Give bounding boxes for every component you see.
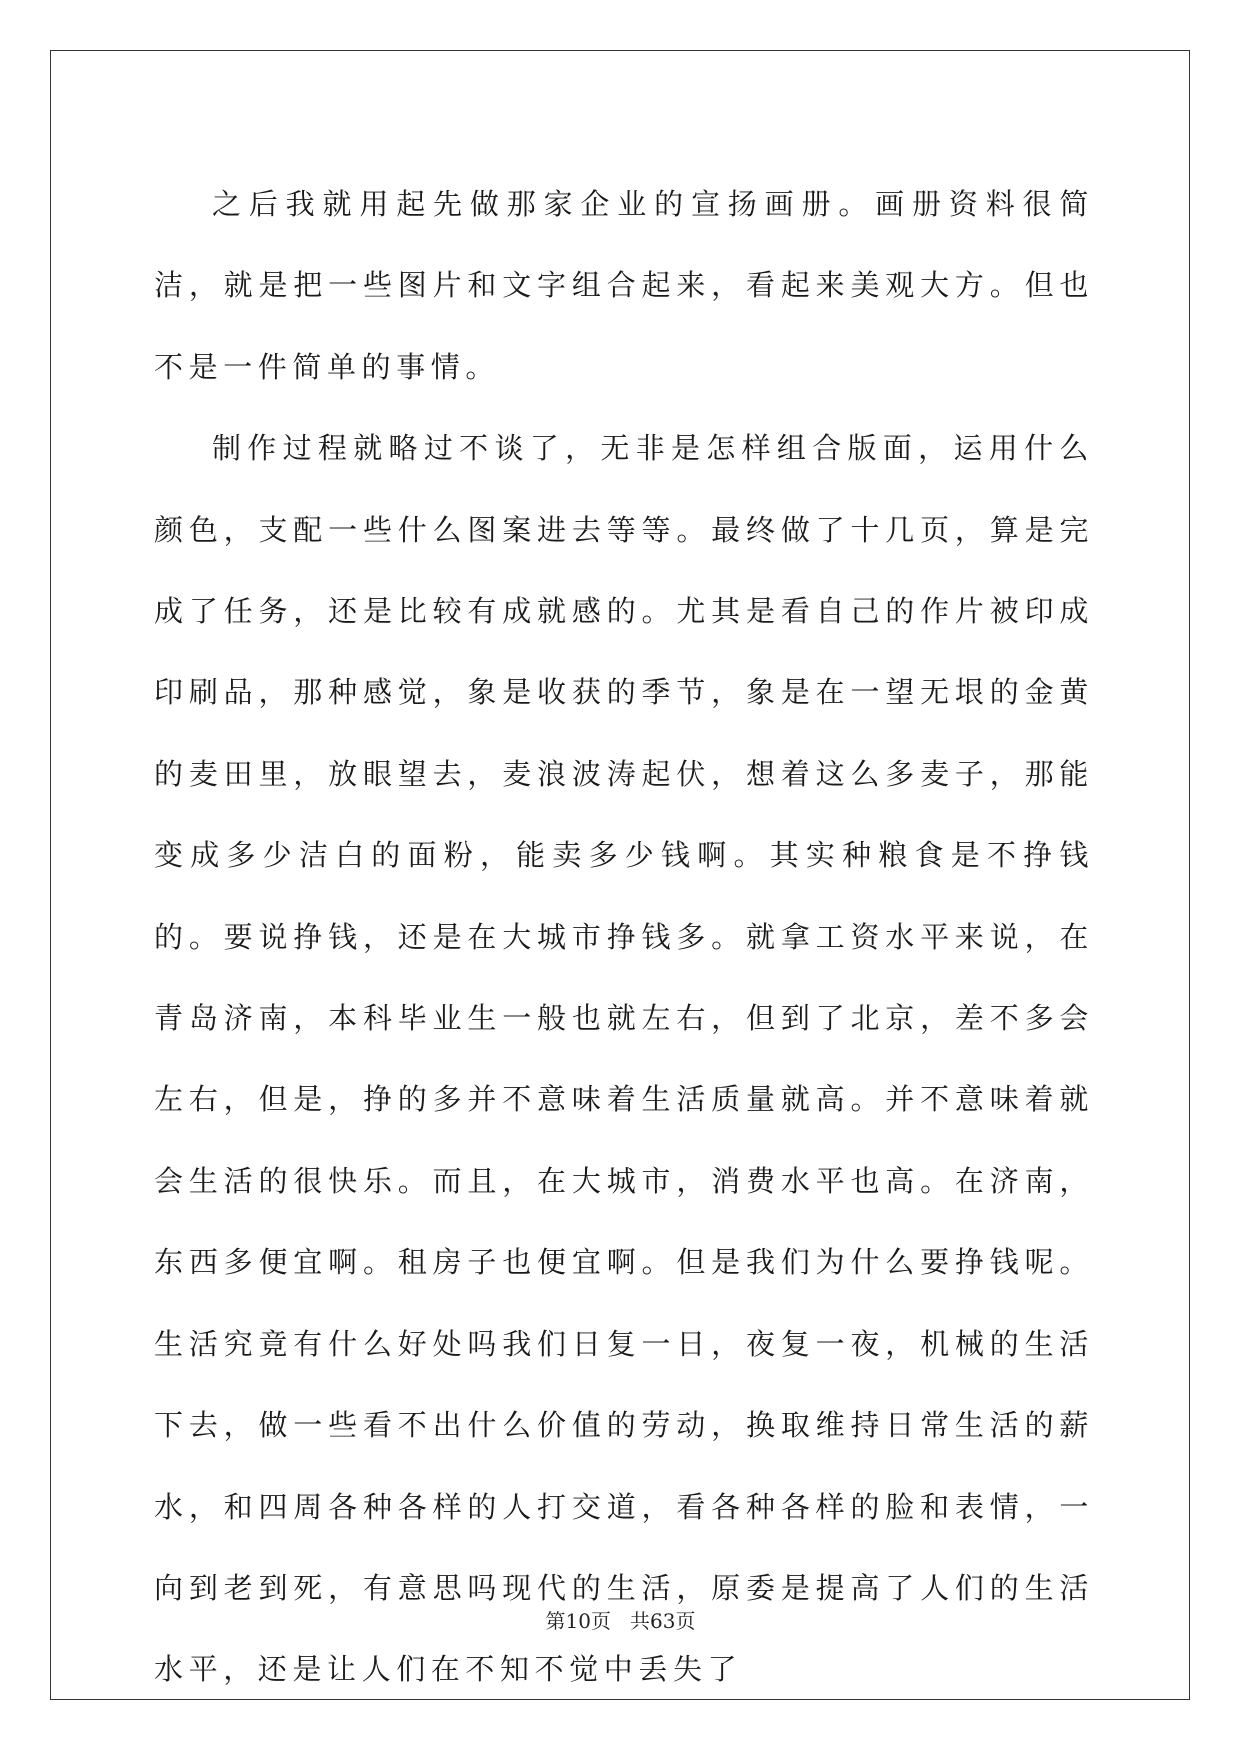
paragraph-2: 制作过程就略过不谈了，无非是怎样组合版面，运用什么颜色，支配一些什么图案进去等等。最终做了十几页，算是完成了任务，还是比较有成就感的。尤其是看自己的作片被印成印刷品，那种感觉，象是收获的季节，象是在一望无垠的金黄的麦田里，放眼望去，麦浪波涛起伏，想着这么多麦子，那能变成多少洁白的面粉，能卖多少钱啊。其实种粮食是不挣钱的。要说挣钱，还是在大城市挣钱多。就拿工资水平来说，在青岛济南，本科毕业生一般也就左右，但到了北京，差不多会左右，但是，挣的多并不意味着生活质量就高。并不意味着就会生活的很快乐。而且，在大城市，消费水平也高。在济南，东西多便宜啊。租房子也便宜啊。但是我们为什么要挣钱呢。生活究竟有什么好处吗我们日复一日，夜复一夜，机械的生活下去，做一些看不出什么价值的劳动，换取维持日常生活的薪水，和四周各种各样的人打交道，看各种各样的脸和表情，一向到老到死，有意思吗现代的生活，原委是提高了人们的生活水平，还是让人们在不知不觉中丢失了: [154, 431, 1094, 1687]
page-number: 第10页: [545, 1609, 611, 1633]
paragraph-1: 之后我就用起先做那家企业的宣扬画册。画册资料很简洁，就是把一些图片和文字组合起来，看起来美观大方。但也不是一件简单的事情。: [154, 187, 1094, 384]
page-total: 共63页: [630, 1609, 696, 1633]
page-footer: [0, 1605, 1241, 1634]
document-body: [154, 164, 1094, 1711]
